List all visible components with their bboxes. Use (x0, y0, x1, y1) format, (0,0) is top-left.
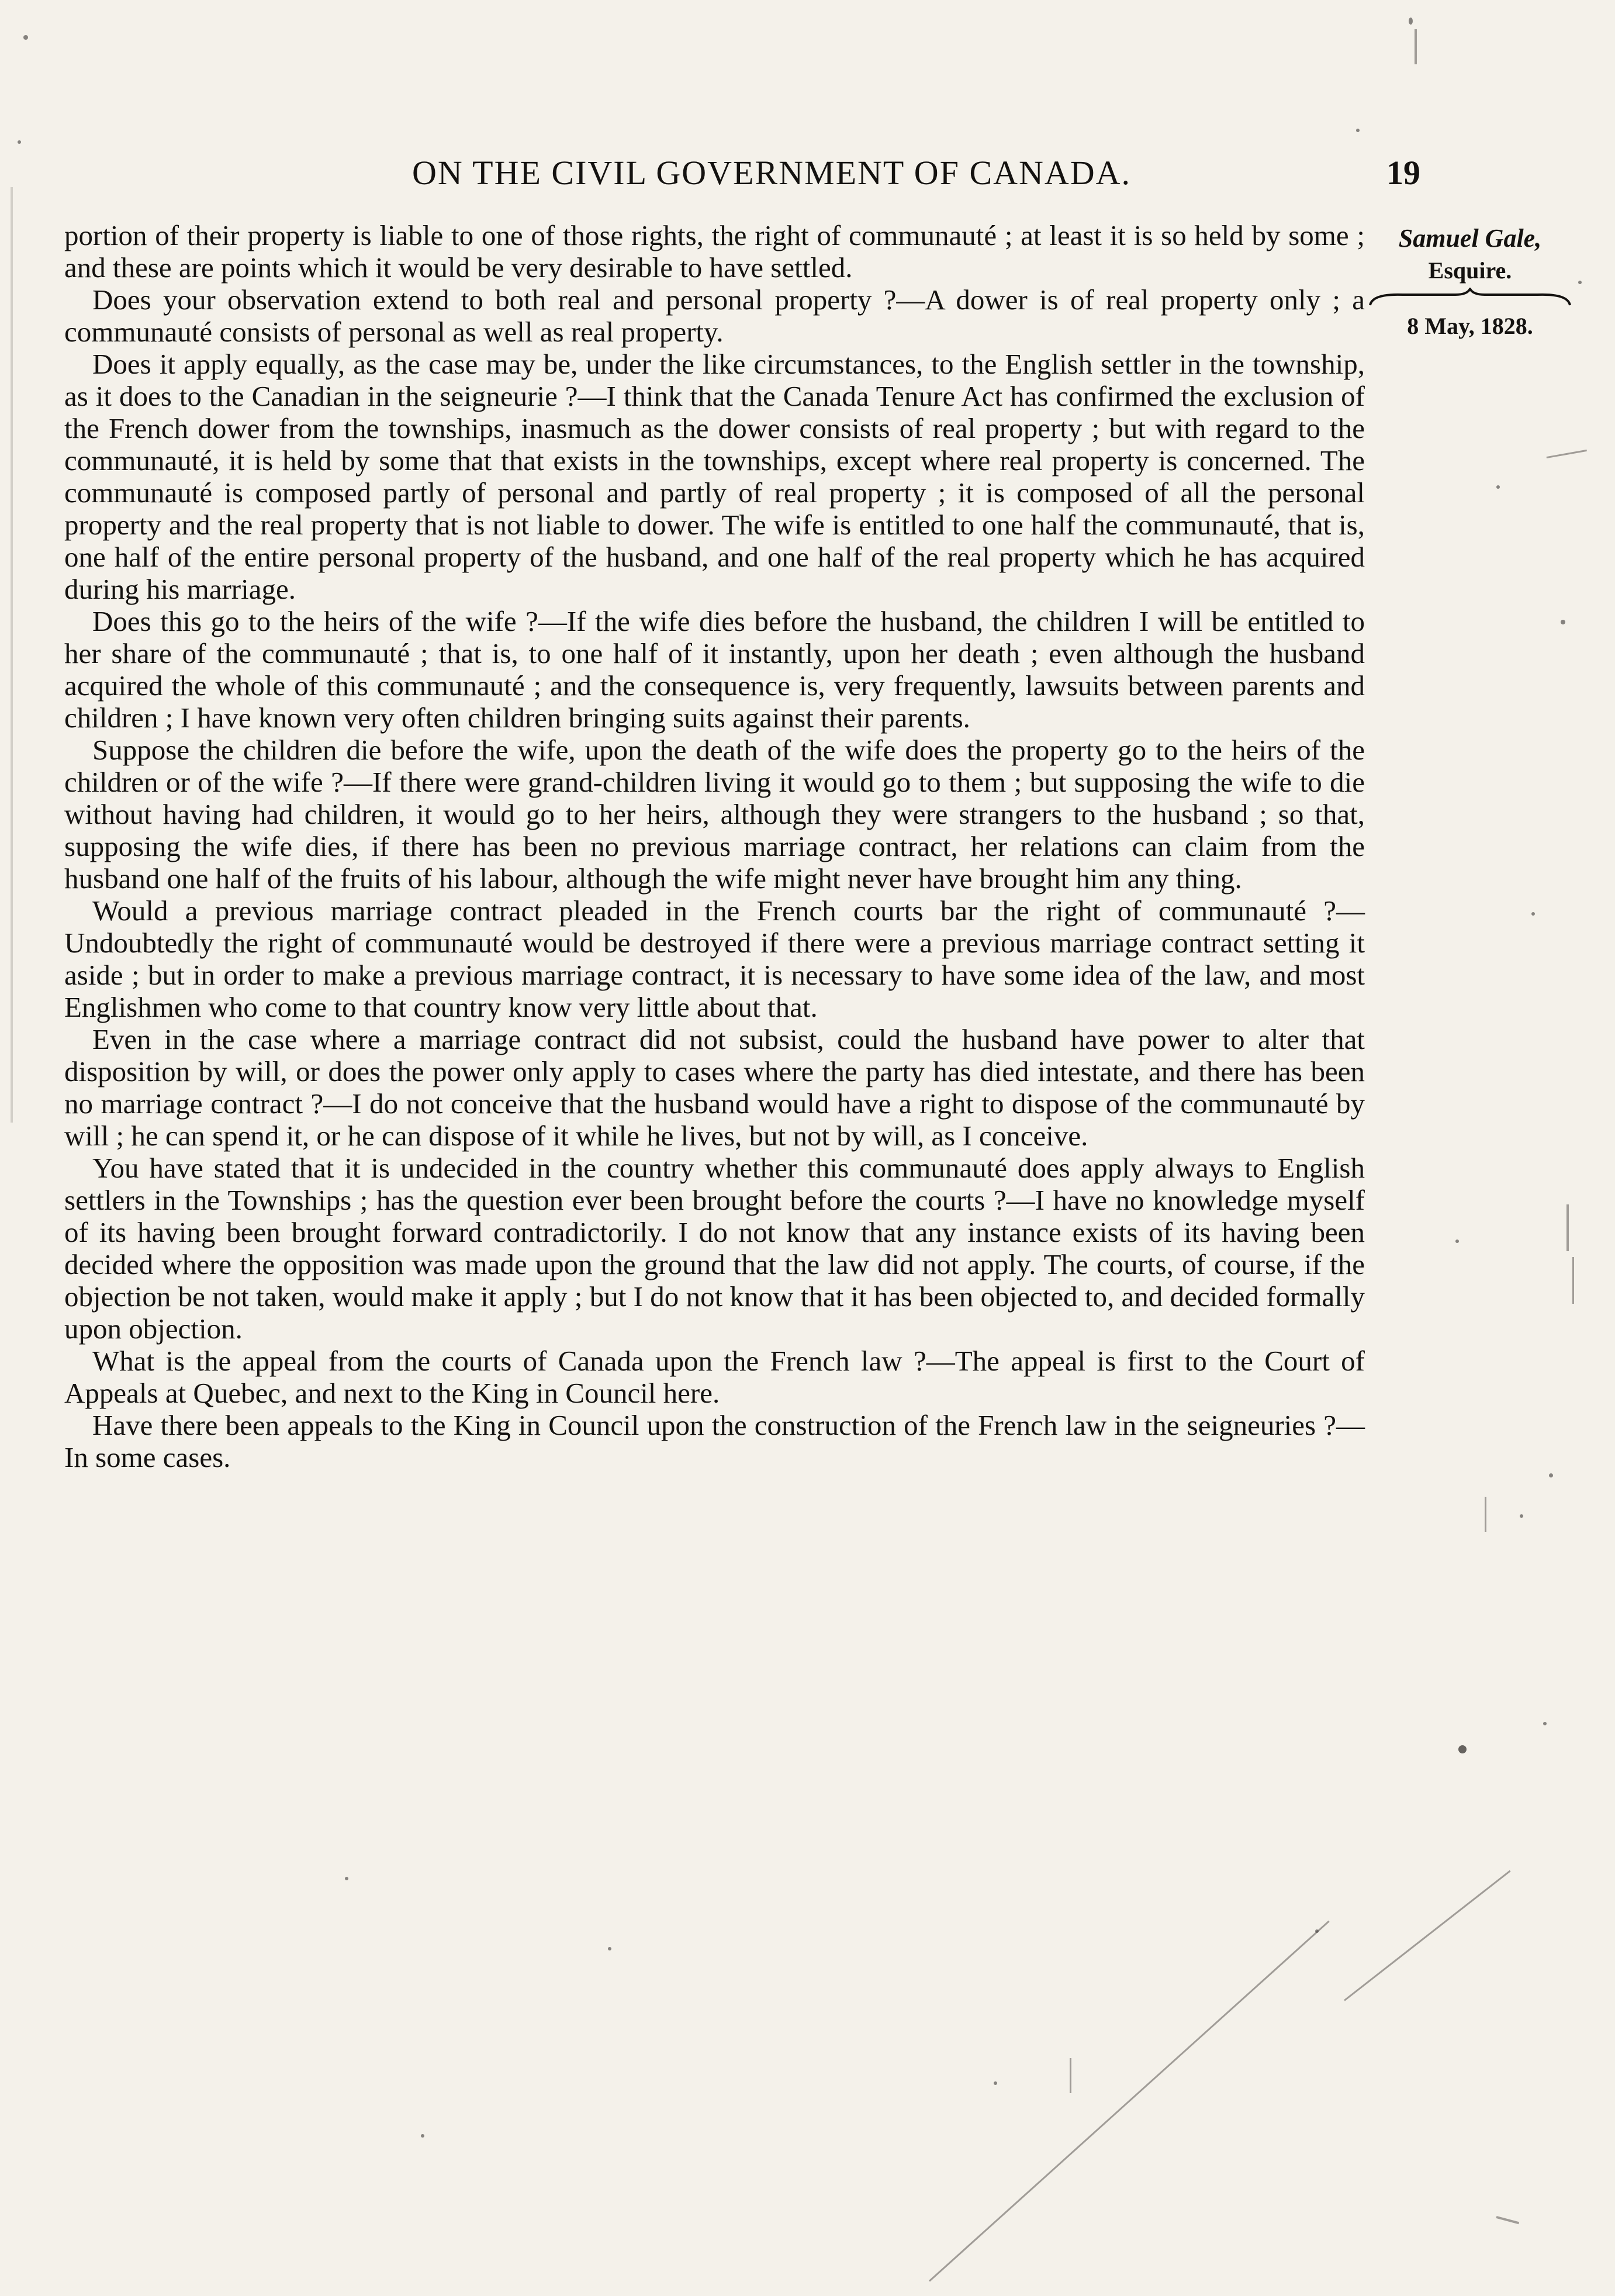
scan-scratch (1566, 1204, 1569, 1251)
testimony-date: 8 May, 1828. (1407, 313, 1533, 339)
scan-speck (421, 2134, 424, 2138)
scan-speck (1458, 1745, 1467, 1753)
scan-speck (994, 2081, 997, 2085)
scan-scratch (929, 1921, 1330, 2282)
paragraph: You have stated that it is undecided in the country whether this communauté does apply always to English settlers in the Townships ; has the question ever been brought before the courts ?—I have no knowledge myself of its having been brought forward contradictorily. I do not know that any instance exists of its having been decided where the opposition was made upon the ground that the law did not apply. The courts, of course, if the objection be not taken, would make it apply ; but I do not know that it has been objected to, and decided formally upon objection. (64, 1152, 1365, 1345)
scan-scratch (1070, 2058, 1071, 2093)
scan-speck (1520, 1514, 1523, 1518)
scan-speck (1531, 912, 1535, 916)
paragraph: portion of their property is liable to one of those rights, the right of communauté ; at least it is so held by some ; and these are points which it would be very desirable to have settled. (64, 219, 1365, 284)
paragraph: Does your observation extend to both real and personal property ?—A dower is of real property only ; a communauté consists of personal as well as real property. (64, 284, 1365, 348)
scan-speck (1409, 18, 1413, 25)
scan-scratch (1572, 1257, 1574, 1304)
scan-scratch (1496, 2216, 1519, 2224)
scan-speck (18, 140, 21, 144)
running-head: ON THE CIVIL GOVERNMENT OF CANADA. (411, 154, 1132, 192)
paragraph: Does it apply equally, as the case may be, under the like circumstances, to the English settler in the township, as it does to the Canadian in the seigneurie ?—I think that the Canada Tenure Act has confirmed the exclusion of the French dower from the townships, inasmuch as the dower consists of real property ; but with regard to the communauté, it is held by some that that exists in the townships, except where real property is concerned. The communauté is composed partly of personal and partly of real property ; it is composed of all the personal property and the real property that is not liable to dower. The wife is entitled to one half the communauté, that is, one half of the entire personal property of the husband, and one half of the real property which he has acquired during his marriage. (64, 348, 1365, 605)
scan-speck (23, 35, 28, 40)
paragraph: Would a previous marriage contract pleaded in the French courts bar the right of communauté ?—Undoubtedly the right of communauté would be destroyed if there were a previous marriage contract setting it aside ; but in order to make a previous marriage contract, it is necessary to have some idea of the law, and most Englishmen who come to that country know very little about that. (64, 895, 1365, 1023)
scan-scratch (11, 187, 13, 1123)
paragraph: Suppose the children die before the wife, upon the death of the wife does the property go to the heirs of the children or of the wife ?—If there were grand-children living it would go to them ; but supposing the wife to die without having had children, it would go to her heirs, although they were strangers to the husband ; so that, supposing the wife dies, if there has been no previous marriage contract, her relations can claim from the husband one half of the fruits of his labour, although the wife might never have brought him any thing. (64, 734, 1365, 895)
scan-speck (1578, 281, 1582, 284)
scan-speck (1561, 620, 1565, 624)
page-number: 19 (1386, 154, 1420, 192)
witness-name: Samuel Gale, (1398, 224, 1542, 253)
scan-speck (608, 1947, 611, 1950)
scan-scratch (1415, 29, 1417, 64)
scan-speck (1543, 1722, 1547, 1725)
margin-note (1362, 222, 1578, 343)
witness-title: Esquire. (1428, 257, 1512, 284)
scan-scratch (1344, 1870, 1511, 2001)
scan-speck (1496, 485, 1500, 489)
paragraph: What is the appeal from the courts of Canada upon the French law ?—The appeal is first to the Court of Appeals at Quebec, and next to the King in Council here. (64, 1345, 1365, 1409)
scan-speck (1356, 129, 1360, 132)
scan-speck (1455, 1240, 1459, 1243)
paragraph: Have there been appeals to the King in Council upon the construction of the French law in the seigneuries ?—In some cases. (64, 1409, 1365, 1473)
scan-speck (345, 1877, 348, 1880)
body-text (64, 219, 1365, 1473)
paragraph: Even in the case where a marriage contract did not subsist, could the husband have power to alter that disposition by will, or does the power only apply to cases where the party has died intestate, and there has been no marriage contract ?—I do not conceive that the husband would have a right to dispose of the communauté by will ; he can spend it, or he can dispose of it while he lives, but not by will, as I conceive. (64, 1023, 1365, 1152)
scan-speck (1549, 1473, 1553, 1477)
scan-scratch (1547, 450, 1587, 458)
paragraph: Does this go to the heirs of the wife ?—If the wife dies before the husband, the children I will be entitled to her share of the communauté ; that is, to one half of it instantly, upon her death ; even although the husband acquired the whole of this communauté ; and the consequence is, very frequently, lawsuits between parents and children ; I have known very often children bringing suits against their parents. (64, 605, 1365, 734)
brace-icon (1368, 288, 1572, 308)
scan-scratch (1485, 1497, 1486, 1532)
